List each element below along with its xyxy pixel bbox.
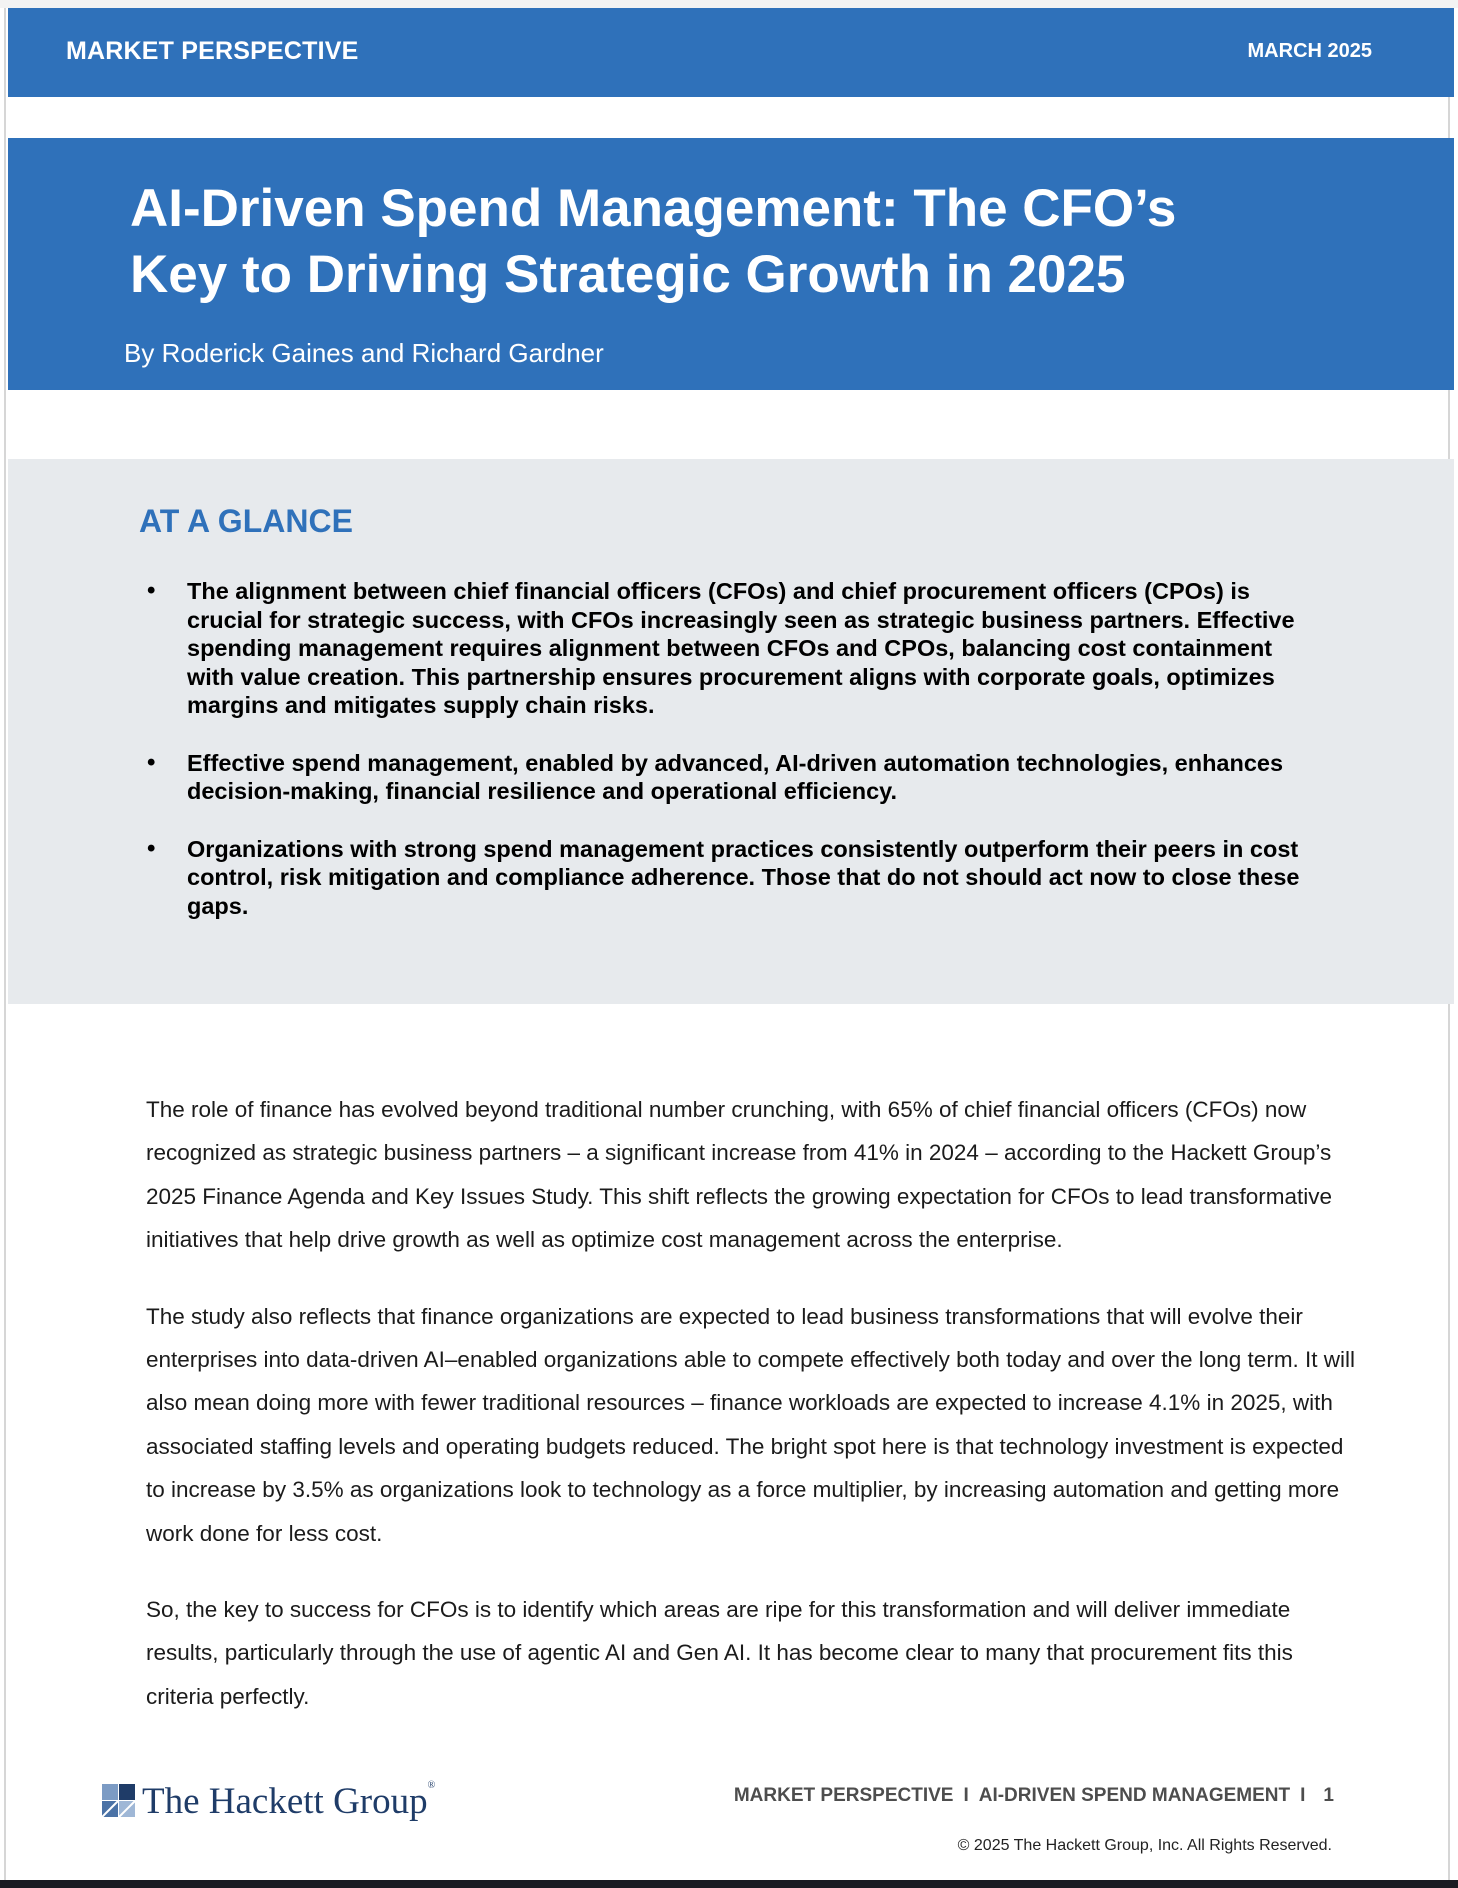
document-page <box>4 8 1450 1880</box>
section-label: MARKET PERSPECTIVE <box>66 37 359 65</box>
title-line-2: Key to Driving Strategic Growth in 2025 <box>130 245 1126 304</box>
footer-running-head <box>734 1785 1334 1807</box>
bullet-icon: • <box>147 577 156 604</box>
at-a-glance-heading: AT A GLANCE <box>139 503 353 539</box>
viewer-top-edge <box>0 0 1458 8</box>
list-item <box>8 835 1307 921</box>
hackett-logo-icon <box>102 1784 136 1820</box>
title-banner <box>8 138 1454 390</box>
at-a-glance-box <box>8 459 1454 1004</box>
list-item-text: The alignment between chief financial officers (CFOs) and chief procurement officers (CPOs) is crucial for strategic success, with CFOs increasingly seen as strategic business partners. Effective spending management requires alignment between CFOs and CPOs, balancing cost containment with value creation. This partnership ensures procurement aligns with corporate goals, optimizes margins and mitigates supply chain risks. <box>187 578 1295 718</box>
body-paragraph: So, the key to success for CFOs is to identify which areas are ripe for this transformation and will deliver immediate results, particularly through the use of agentic AI and Gen AI. It has become clear to many that procurement fits this criteria perfectly. <box>146 1597 1293 1709</box>
body-text <box>146 1088 1366 1751</box>
publication-date: MARCH 2025 <box>1247 40 1372 62</box>
list-item-text: Effective spend management, enabled by advanced, AI-driven automation technologies, enhances decision-making, financial resilience and operational efficiency. <box>187 749 1284 804</box>
bullet-icon: • <box>147 748 156 776</box>
logo-wordmark: The Hackett Group® <box>142 1780 436 1822</box>
list-item-text: Organizations with strong spend management practices consistently outperform their peers in cost control, risk mitigation and compliance adherence. Those that do not should act now to close these gaps. <box>187 835 1300 919</box>
at-a-glance-list <box>8 577 1454 949</box>
footer-topic-label: AI-DRIVEN SPEND MANAGEMENT <box>978 1785 1291 1806</box>
copyright-notice: © 2025 The Hackett Group, Inc. All Rights Reserved. <box>957 1837 1332 1854</box>
footer-section-label: MARKET PERSPECTIVE <box>733 1785 954 1806</box>
body-paragraph: The study also reflects that finance organizations are expected to lead business transformations that will evolve their enterprises into data-driven AI–enabled organizations able to compete effectively both today and over the long term. It will also mean doing more with fewer traditional resources – finance workloads are expected to increase 4.1% in 2025, with associated staffing levels and operating budgets reduced. The bright spot here is that technology investment is expected to increase by 3.5% as organizations look to technology as a force multiplier, by increasing automation and getting more work done for less cost. <box>146 1303 1356 1546</box>
bullet-icon: • <box>147 834 156 862</box>
list-item <box>8 577 1307 720</box>
byline: By Roderick Gaines and Richard Gardner <box>124 338 604 368</box>
page-number: 1 <box>1323 1785 1334 1806</box>
header-bar <box>8 8 1454 97</box>
footer-separator: I <box>1300 1785 1306 1806</box>
document-title <box>130 176 1330 308</box>
body-paragraph: The role of finance has evolved beyond traditional number crunching, with 65% of chief financial officers (CFOs) now recognized as strategic business partners – a significant increase from 41% in 2024 – according to the Hackett Group’s 2025 Finance Agenda and Key Issues Study. This shift reflects the growing expectation for CFOs to lead transformative initiatives that help drive growth as well as optimize cost management across the enterprise. <box>146 1097 1333 1253</box>
viewer-bottom-edge <box>0 1880 1458 1888</box>
title-line-1: AI-Driven Spend Management: The CFO’s <box>130 179 1177 238</box>
footer-separator: I <box>963 1785 969 1806</box>
list-item <box>8 749 1307 806</box>
